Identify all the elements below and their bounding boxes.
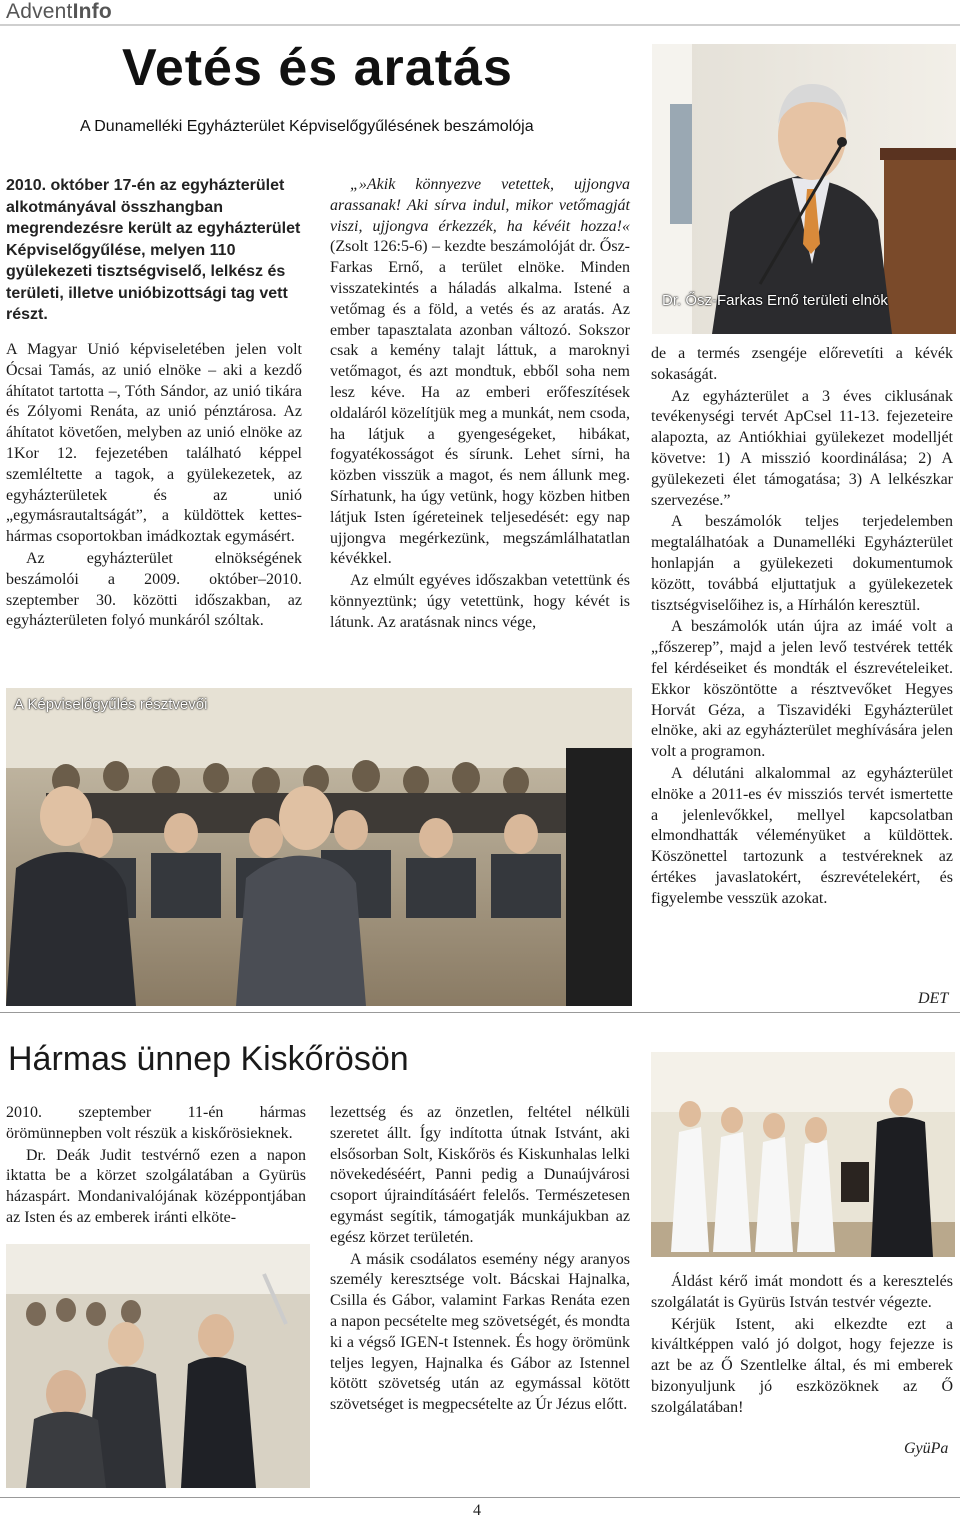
paragraph: Az elmúlt egyéves időszakban vetettünk és könnyeztünk; úgy vetettünk, hogy kévét is látunk. Az aratásnak nincs vége, (330, 572, 630, 631)
photo-caption: Dr. Ősz-Farkas Ernő területi elnök (662, 292, 888, 309)
article-title: Vetés és aratás (122, 39, 513, 97)
article1-column-1 (6, 340, 302, 633)
paragraph: Kérjük Istent, aki elkezdte ezt a kiváltképpen való jó dolgot, hogy fejezze is azt be az Ő Szentlelke által, és mi emberek bizonyuljunk jó eszközöknek az Ő szolgálatában! (651, 1315, 953, 1416)
paragraph: lezettség és az önzetlen, feltétel nélküli szeretet állt. Így indította útnak Istvánt, aki elsősorban Solt, Kiskőrös és Kiskunhalas lelki növekedéséért, Panni pedig a Dunaújvárosi csoport újraindításáért felelős. Természetesen egymást segítik, támogatják munkájukban az egész körzet területén. (330, 1104, 630, 1246)
quote-continuation: (Zsolt 126:5-6) – kezdte beszámolóját dr. Ősz-Farkas Ernő, a terület elnöke. Minden visszatekintés a háladás alkalma. Istené a vetőmag és a föld, a vetés és az aratás. Az ember tapasztalata azonban változó. Sokszor csak a kemény talajt láttuk, a maroknyi vetőmagot, és azt mondtuk, ebből soha nem lesz kéve. Ha az emberi erőfeszítések oldaláról közelítjük meg a munkát, nem csoda, ha látjuk a gyengeségeket, hibákat, fogyatékosságot és sírunk. Lehet sírni, ha közben visszük a magot, és nem állunk meg. Sírhatunk, ha úgy vetünk, hogy közben hitben látjuk Isten ígéreteinek teljesedését: egy nap ujjongva megérkezünk, megszámlálhatatlan kévékkel. (330, 238, 630, 568)
article2-column-3 (651, 1272, 953, 1420)
article2-signature: GyüPa (904, 1440, 949, 1457)
brand-part2: Info (72, 0, 112, 23)
paragraph: 2010. szeptember 11-én hármas örömünnepben volt részük a kiskőrösieknek. (6, 1104, 306, 1142)
baptism-illustration (651, 1052, 955, 1257)
paragraph: Dr. Deák Judit testvérnő ezen a napon iktatta be a körzet szolgálatában a Gyürüs házaspárt. Mondanivalójának középpontjában az Isten és az emberek iránti elköte- (6, 1146, 306, 1226)
baptism-photo (651, 1052, 955, 1257)
paragraph: A délutáni alkalommal az egyházterület elnöke a 2011-es év missziós tervét ismertette a jelenlevőkkel, mellyel kapcsolatban elmondhatták véleményüket a küldöttek. Köszönettel tartozunk a testvéreknek az értékes javaslatokért, észrevételekért, és figyelembe vesszük azokat. (651, 764, 953, 907)
photo-caption: A Képviselőgyűlés résztvevői (14, 696, 208, 713)
footer-rule (0, 1497, 960, 1498)
paragraph: Áldást kérő imát mondott és a keresztelés szolgálatát is Gyürüs István testvér végezte. (651, 1273, 953, 1311)
paragraph: de a termés zsengéje előrevetíti a kévék sokaságát. (651, 345, 953, 383)
paragraph: A Magyar Unió képviseletében jelen volt Ócsai Tamás, az unió elnöke – aki a kezdő áhítatot tartotta –, Tóth Sándor, az unió tikára és Zólyomi Renáta, az unió pénztárosa. Az áhítatot követően, melyben az unió elnöke az 1Kor 12. fejezetében található képpel szemléltette a tagok, a gyülekezetek, az egyházterületek és az unió „egymásrautaltságát”, a küldöttek kettes-hármas csoportokban imádkoztak egymásért. (6, 341, 302, 546)
article1-column-2 (330, 175, 630, 635)
ceremony-illustration (6, 1244, 310, 1488)
article2-column-2 (330, 1103, 630, 1417)
section-divider (0, 1012, 960, 1013)
paragraph: Az egyházterület a 3 éves ciklusának tevékenységi tervét ApCsel 11-13. fejezeteire alapozta, az Antiókhiai gyülekezet modelljét követve: 1) A misszió koordinálása; 2) A gyülekezeti élet támogatása; 3) A lelkészkar szervezése.” (651, 387, 953, 509)
audience-photo (6, 688, 632, 1006)
bible-quote: „»Akik könnyezve vetettek, ujjongva arassanak! Aki sírva indul, mikor vetőmagját viszi, ujjongva érkezzék, ha kévéit hozza!« (330, 176, 630, 235)
article2-column-1 (6, 1103, 306, 1230)
speaker-illustration (652, 44, 956, 334)
article1-signature: DET (918, 990, 949, 1007)
article2-title: Hármas ünnep Kiskőrösön (8, 1040, 409, 1078)
page-number: 4 (473, 1502, 481, 1519)
paragraph: Az egyházterület elnökségének beszámolói a 2009. október–2010. szeptember 30. közötti időszakban, az egyházterületen folyó munkáról szóltak. (6, 549, 302, 630)
paragraph: A másik csodálatos esemény négy aranyos személy keresztsége volt. Bácskai Hajnalka, Csilla és Gábor, valamint Farkas Renáta ezen a napon pecsételte meg szövetségét, és mondta ki a végső IGEN-t Istennek. És hogy örömünk teljes legyen, Hajnalka és Gábor az Istennel kötött szövetség után az egymással kötött szövetséget is megpecsételte az Úr Jézus előtt. (330, 1250, 630, 1414)
audience-illustration (6, 688, 632, 1006)
article-lead: 2010. október 17-én az egyházterület alkotmányával összhangban megrendezésre került az egyházterület Képviselőgyűlése, melyen 110 gyülekezeti tisztségviselő, lelkész és területi, illetve unióbizottsági tag vett részt. (6, 177, 301, 323)
paragraph: A beszámolók után újra az imáé volt a „főszerep”, majd a jelen levő testvérek tették fel kérdéseiket és mondták el észrevételeiket. Ekkor köszöntötte a résztvevőket Hegyes Horvát Géza, a Tiszavidéki Egyházterület elnöke, aki az egyházterület meghívására jelen volt a programon. (651, 618, 953, 761)
paragraph: A beszámolók teljes terjedelemben megtalálhatóak a Dunamelléki Egyházterület honlapján a gyülekezeti dokumentumok között, továbbá eljuttatjuk a gyülekezetek tisztségviselőihez is, a Hírhálón keresztül. (651, 513, 953, 614)
header-rule (0, 24, 960, 26)
brand-part1: Advent (6, 0, 73, 23)
speaker-photo (652, 44, 956, 334)
article1-column-3 (651, 344, 953, 911)
magazine-brand (6, 0, 112, 24)
article-subtitle: A Dunamelléki Egyházterület Képviselőgyűlésének beszámolója (80, 118, 534, 135)
ceremony-photo (6, 1244, 310, 1488)
